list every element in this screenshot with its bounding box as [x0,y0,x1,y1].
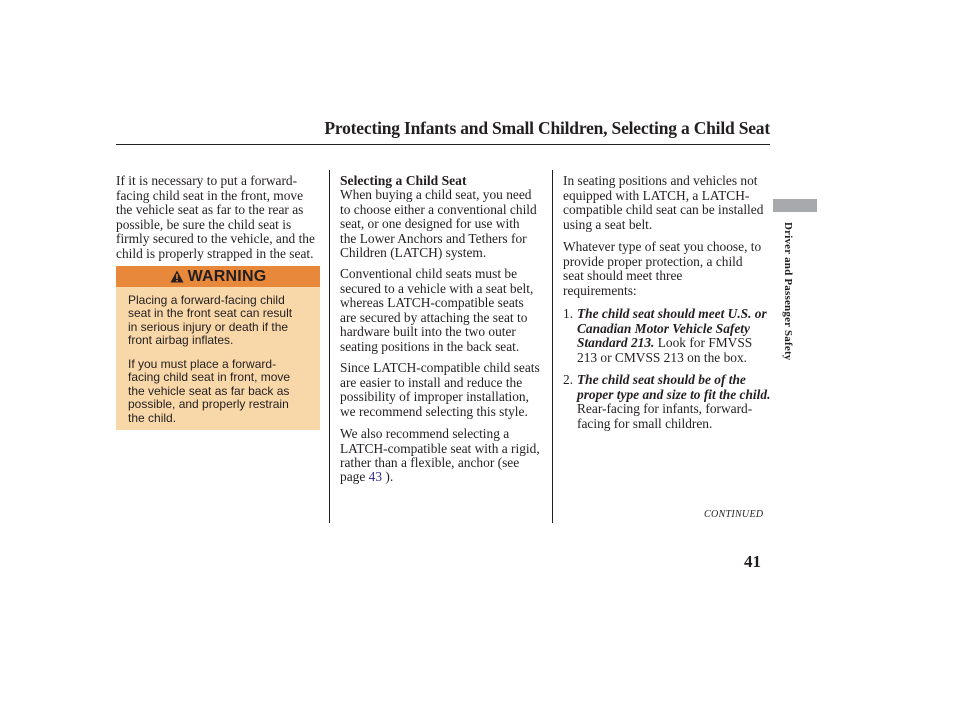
continued-label: CONTINUED [704,509,764,520]
page-43-link[interactable]: 43 [368,469,383,484]
page-number: 41 [744,552,761,571]
requirement-1-body [577,307,767,365]
requirement-2-title: The child seat should be of the proper type and size to fit the child. [577,372,771,402]
requirement-1 [563,307,775,365]
page-reference-prefix: page [340,469,369,484]
requirement-1-number: 1. [563,306,574,321]
title-divider [116,144,770,145]
warning-box [116,266,320,430]
middle-paragraph-3: Since LATCH-compatible child seats are easier to install and reduce the possibility of improper installation, we recommend selecting this style. [340,360,540,419]
section-side-label: Driver and Passenger Safety [782,222,794,361]
section-tab [773,199,817,212]
middle-paragraph-2: Conventional child seats must be secured to a vehicle with a seat belt, whereas LATCH-compatible seats are secured by attaching the seat to hardware built into the two outer seating positions in the back seat. [340,266,534,354]
warning-banner [116,266,320,287]
warning-paragraph-2: If you must place a forward- facing child seat in front, move the vehicle seat as far back as possible, and properly restrain the child. [128,357,291,425]
middle-paragraph-1: When buying a child seat, you need to choose either a conventional child seat, or one designed for use with the Lower Anchors and Tethers for Children (LATCH) system. [340,187,537,261]
column-divider-right [552,170,553,523]
requirement-2 [563,373,775,431]
right-paragraph-2: Whatever type of seat you choose, to provide proper protection, a child seat should meet three requirements: [563,239,762,298]
right-paragraph-1: In seating positions and vehicles not equipped with LATCH, a LATCH- compatible child seat can be installed using a seat belt. [563,173,764,232]
requirement-1-title: The child seat should meet U.S. or Canadian Motor Vehicle Safety Standard 213. [577,306,767,351]
section-heading: Selecting a Child Seat [340,173,467,188]
page-reference-suffix: ). [382,469,394,484]
page-reference-line [340,470,393,485]
requirement-2-body [577,373,770,431]
warning-triangle-icon [170,270,184,283]
warning-label: WARNING [187,267,267,285]
page-title: Protecting Infants and Small Children, Selecting a Child Seat [324,118,770,138]
intro-paragraph: If it is necessary to put a forward- facing child seat in the front, move the vehicle seat as far to the rear as possible, be sure the child seat is firmly secured to the vehicle, and the child is properly strapped in the seat. [116,173,315,261]
middle-paragraph-4: We also recommend selecting a LATCH-compatible seat with a rigid, rather than a flexible, anchor (see [340,426,540,471]
column-divider-left [329,170,330,523]
requirement-2-text: Rear-facing for infants, forward- facing for small children. [577,401,753,431]
requirement-2-number: 2. [563,372,574,387]
requirement-1-text: Look for FMVSS 213 or CMVSS 213 on the box. [577,335,753,365]
warning-paragraph-1: Placing a forward-facing child seat in the front seat can result in serious injury or death if the front airbag inflates. [128,293,293,348]
